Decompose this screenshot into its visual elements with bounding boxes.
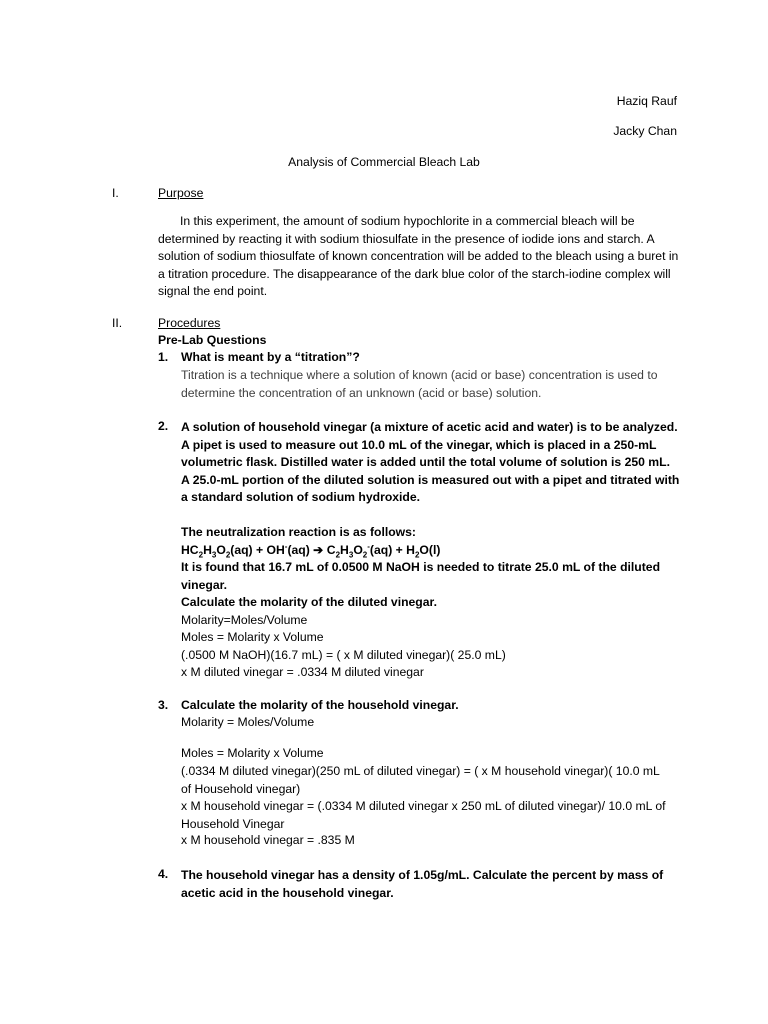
document-title: Analysis of Commercial Bleach Lab xyxy=(288,155,480,169)
question-2-text: A solution of household vinegar (a mixture of acetic acid and water) is to be analyzed. A pipet is used to measure out 10.0 mL of the vinegar, which is placed in a 250-mL volumetric flask. Distilled water is added until the total volume of solution is 250 mL. A 25.0-mL portion of the diluted solution is measured out with a pipet and titrated with a standard solution of sodium hydroxide. xyxy=(181,420,680,504)
q3-work-line-4: x M household vinegar = (.0334 M diluted vinegar x 250 mL of diluted vinegar)/ 10.0 mL of Household Vinegar xyxy=(181,799,666,831)
q3-work-line-1: Molarity = Moles/Volume xyxy=(181,715,315,729)
author-name-1: Haziq Rauf xyxy=(616,94,677,108)
question-4-number: 4. xyxy=(158,867,169,881)
calculation-prompt: Calculate the molarity of the diluted vinegar. xyxy=(181,595,437,609)
reaction-equation: $HC_2H_3O_2(aq) + OH^-(aq)$ ➔ $C_2H_3O_2^-(aq) + H_2O(l)$ xyxy=(181,541,441,559)
section-1-heading: Purpose xyxy=(158,186,204,200)
question-2-work xyxy=(181,524,681,682)
question-3-text: Calculate the molarity of the household vinegar. xyxy=(181,698,459,712)
section-1-numeral: I. xyxy=(112,186,119,200)
question-4-text: The household vinegar has a density of 1.05g/mL. Calculate the percent by mass of acetic acid in the household vinegar. xyxy=(181,868,664,900)
question-3-number: 3. xyxy=(158,698,169,712)
section-2-heading: Procedures xyxy=(158,316,221,330)
section-2-numeral: II. xyxy=(112,316,123,330)
prelab-subheading: Pre-Lab Questions xyxy=(158,333,267,347)
work-line: Molarity=Moles/Volume xyxy=(181,612,308,627)
question-1-answer: Titration is a technique where a solution of known (acid or base) concentration is used to determine the concentration of an unknown (acid or base) solution. xyxy=(181,368,658,400)
purpose-paragraph: In this experiment, the amount of sodium hypochlorite in a commercial bleach will be determined by reacting it with sodium thiosulfate in the presence of iodide ions and starch. A solution of sodium thiosulfate of known concentration will be added to the bleach using a buret in a titration procedure. The disappearance of the dark blue color of the starch-iodine complex will signal the end point. xyxy=(158,214,679,298)
question-2-number: 2. xyxy=(158,419,169,433)
q3-work-line-5: x M household vinegar = .835 M xyxy=(181,833,355,847)
q3-work-line-3: (.0334 M diluted vinegar)(250 mL of diluted vinegar) = ( x M household vinegar)( 10.0 mL of Household vinegar) xyxy=(181,764,660,796)
work-line: Moles = Molarity x Volume xyxy=(181,630,324,644)
question-1-text: What is meant by a “titration”? xyxy=(181,350,360,364)
reaction-intro: The neutralization reaction is as follows: xyxy=(181,525,416,539)
work-line: x M diluted vinegar = .0334 M diluted vinegar xyxy=(181,665,424,679)
q3-work-line-2: Moles = Molarity x Volume xyxy=(181,746,324,760)
work-line: (.0500 M NaOH)(16.7 mL) = ( x M diluted vinegar)( 25.0 mL) xyxy=(181,647,506,662)
given-data: It is found that 16.7 mL of 0.0500 M NaOH is needed to titrate 25.0 mL of the diluted vinegar. xyxy=(181,560,661,592)
question-1-number: 1. xyxy=(158,350,169,364)
author-name-2: Jacky Chan xyxy=(613,124,677,138)
